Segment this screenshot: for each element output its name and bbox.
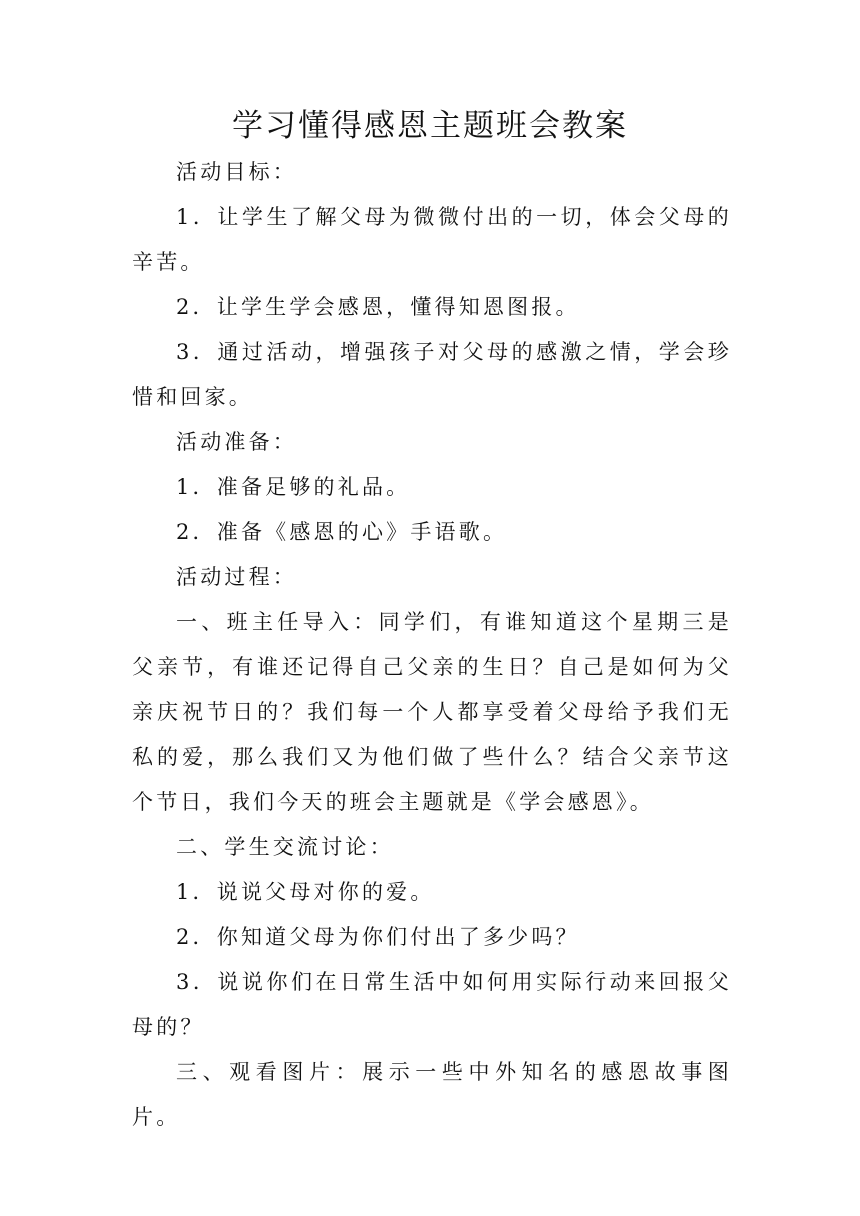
process-step-2: 二、学生交流讨论： <box>176 835 394 859</box>
goal-item-2: 2．让学生学会感恩，懂得知恩图报。 <box>176 295 580 319</box>
discussion-item-2: 2．你知道父母为你们付出了多少吗？ <box>176 925 580 949</box>
process-step-1: 一、班主任导入：同学们，有谁知道这个星期三是父亲节，有谁还记得自己父亲的生日？自己是如何为父亲庆祝节日的？我们每一个人都享受着父母给予我们无私的爱，那么我们又为他们做了些什么？结合父亲节这个节日，我们今天的班会主题就是《学会感恩》。 <box>132 610 732 814</box>
process-step-3: 三、观看图片：展示一些中外知名的感恩故事图片。 <box>132 1060 732 1129</box>
section-heading-goals: 活动目标： <box>176 160 297 184</box>
goal-item-1: 1．让学生了解父母为微微付出的一切，体会父母的辛苦。 <box>132 205 732 274</box>
document-title: 学习懂得感恩主题班会教案 <box>232 108 628 144</box>
preparation-item-1: 1．准备足够的礼品。 <box>176 475 411 499</box>
discussion-item-1: 1．说说父母对你的爱。 <box>176 880 435 904</box>
preparation-item-2: 2．准备《感恩的心》手语歌。 <box>176 520 508 544</box>
section-heading-process: 活动过程： <box>176 565 297 589</box>
document-body <box>132 150 732 1140</box>
discussion-item-3: 3．说说你们在日常生活中如何用实际行动来回报父母的？ <box>132 970 732 1039</box>
goal-item-3: 3．通过活动，增强孩子对父母的感激之情，学会珍惜和回家。 <box>132 340 732 409</box>
section-heading-preparation: 活动准备： <box>176 430 297 454</box>
